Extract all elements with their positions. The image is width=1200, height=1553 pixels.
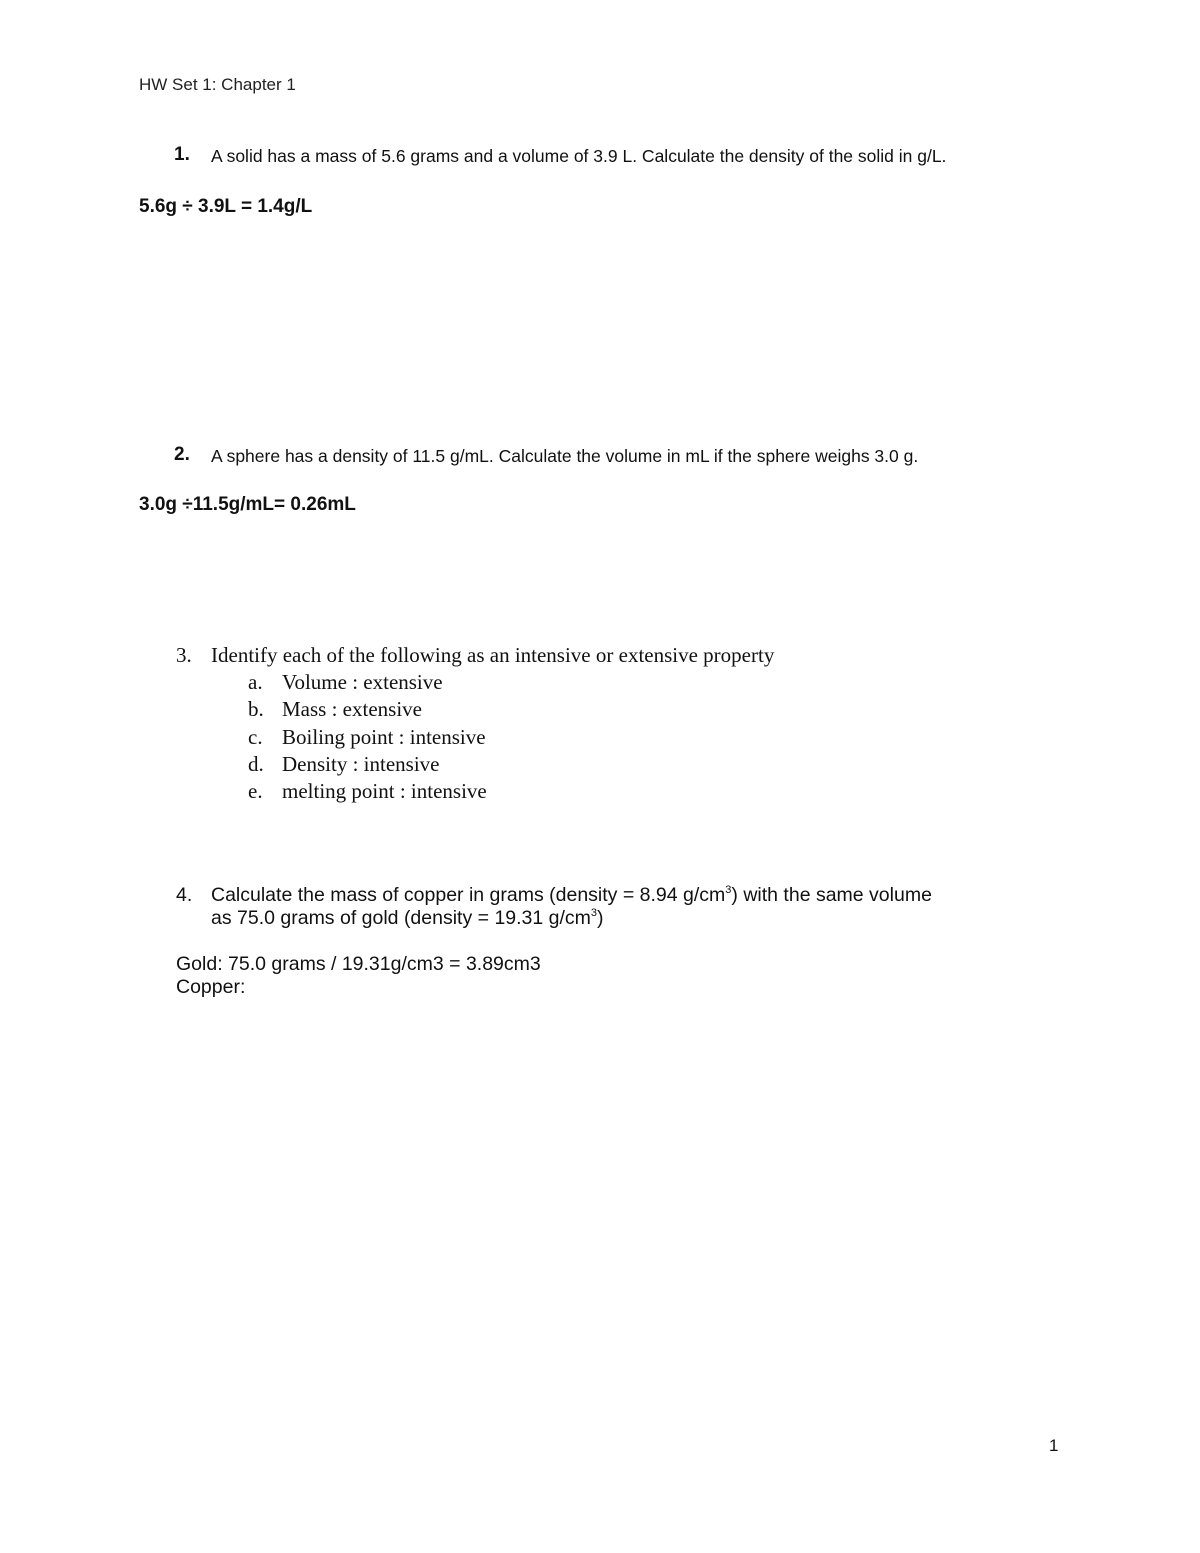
question-number: 1.	[174, 144, 190, 165]
question-text-line-2	[211, 907, 604, 930]
answer-text: 5.6g ÷ 3.9L = 1.4g/L	[139, 196, 313, 217]
list-item-letter: c.	[248, 725, 263, 749]
list-item-text: Mass : extensive	[282, 697, 422, 721]
question-text-part: )	[597, 907, 604, 929]
list-item-letter: b.	[248, 697, 264, 721]
list-item-text: melting point : intensive	[282, 779, 487, 803]
question-text-line-1	[211, 884, 932, 907]
list-item-letter: a.	[248, 670, 263, 694]
question-text-part: as 75.0 grams of gold (density = 19.31 g/cm	[211, 907, 591, 929]
list-item-letter: e.	[248, 779, 263, 803]
question-number: 3.	[176, 643, 192, 667]
superscript: 3	[590, 907, 598, 919]
question-text-part: ) with the same volume	[731, 884, 932, 906]
page-number: 1	[1049, 1436, 1059, 1455]
question-number: 2.	[174, 444, 190, 465]
question-text: A sphere has a density of 11.5 g/mL. Calculate the volume in mL if the sphere weighs 3.0 g.	[211, 446, 919, 466]
page-header: HW Set 1: Chapter 1	[139, 75, 296, 94]
question-text: A solid has a mass of 5.6 grams and a volume of 3.9 L. Calculate the density of the solid in g/L.	[211, 146, 947, 166]
superscript: 3	[725, 884, 732, 896]
work-copper: Copper:	[176, 976, 246, 998]
question-number: 4.	[176, 884, 193, 906]
list-item-text: Volume : extensive	[282, 670, 443, 694]
work-gold: Gold: 75.0 grams / 19.31g/cm3 = 3.89cm3	[176, 953, 541, 975]
list-item-text: Boiling point : intensive	[282, 725, 486, 749]
list-item-letter: d.	[248, 752, 264, 776]
list-item-text: Density : intensive	[282, 752, 440, 776]
question-text: Identify each of the following as an intensive or extensive property	[211, 643, 775, 667]
question-text-part: Calculate the mass of copper in grams (density = 8.94 g/cm	[211, 884, 726, 906]
answer-text: 3.0g ÷11.5g/mL= 0.26mL	[139, 494, 356, 515]
